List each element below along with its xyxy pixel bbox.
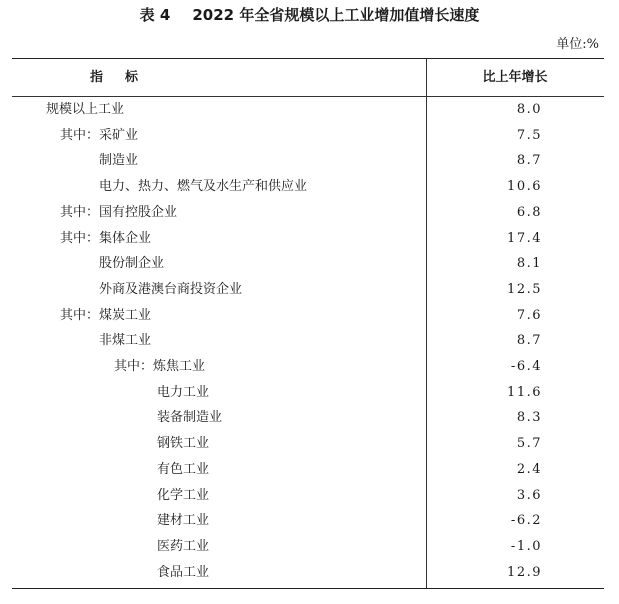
- row-value: 5.7: [516, 436, 542, 452]
- table-row: [12, 277, 604, 303]
- row-value: 10.6: [507, 179, 542, 195]
- table-row: [12, 508, 604, 534]
- row-value: 3.6: [516, 487, 542, 503]
- row-label: 电力工业: [157, 384, 210, 400]
- table-row: [12, 97, 604, 123]
- row-value: 8.7: [516, 333, 542, 349]
- row-value: 12.5: [507, 281, 542, 297]
- table-row: [12, 457, 604, 483]
- table-row: [12, 303, 604, 329]
- header-indicator: 指标: [90, 70, 161, 85]
- row-value: -6.4: [510, 359, 542, 374]
- row-value: 7.5: [516, 127, 542, 143]
- table-row: [12, 123, 604, 149]
- row-label: 股份制企业: [99, 256, 165, 272]
- row-label: 外商及港澳台商投资企业: [99, 281, 243, 297]
- row-label: 其中：采矿业: [60, 127, 139, 143]
- row-value: 6.8: [516, 204, 542, 220]
- row-label: 其中：炼焦工业: [114, 359, 206, 374]
- row-label: 有色工业: [157, 461, 210, 477]
- row-value: 7.6: [516, 307, 542, 323]
- table-number: 表 4: [139, 6, 171, 24]
- table-row: [12, 534, 604, 560]
- row-label: 化学工业: [157, 487, 210, 503]
- row-value: 17.4: [507, 230, 542, 246]
- row-value: -6.2: [510, 513, 542, 529]
- table-row: [12, 174, 604, 200]
- row-value: 8.7: [516, 153, 542, 169]
- table-title: [0, 4, 619, 26]
- row-value: 2.4: [516, 461, 542, 477]
- growth-table: [12, 58, 604, 589]
- row-label: 非煤工业: [99, 333, 152, 349]
- table-row: [12, 431, 604, 457]
- table-row: [12, 405, 604, 431]
- row-label: 医药工业: [157, 538, 210, 554]
- row-label: 制造业: [99, 153, 139, 169]
- table-row: [12, 251, 604, 277]
- table-row: [12, 226, 604, 252]
- row-value: -1.0: [510, 538, 542, 554]
- unit-label: 单位:%: [556, 37, 599, 52]
- row-label: 食品工业: [157, 564, 210, 580]
- table-row: [12, 328, 604, 354]
- table-row: [12, 148, 604, 174]
- table-row: [12, 354, 604, 380]
- row-label: 装备制造业: [157, 410, 223, 426]
- row-label: 钢铁工业: [157, 436, 210, 452]
- table-row: [12, 200, 604, 226]
- row-value: 8.3: [516, 410, 542, 426]
- row-label: 建材工业: [157, 513, 210, 529]
- table-row: [12, 380, 604, 406]
- row-value: 8.0: [516, 102, 542, 117]
- row-value: 12.9: [507, 564, 542, 580]
- row-value: 8.1: [516, 256, 542, 272]
- row-label: 其中：煤炭工业: [60, 307, 152, 323]
- row-label: 电力、热力、燃气及水生产和供应业: [99, 179, 308, 195]
- header-growth: 比上年增长: [482, 70, 548, 85]
- table-row: [12, 560, 604, 586]
- row-value: 11.6: [507, 384, 542, 400]
- row-label: 其中：国有控股企业: [60, 204, 178, 220]
- table-title-text: 2022 年全省规模以上工业增加值增长速度: [192, 6, 480, 24]
- row-label: 其中：集体企业: [60, 230, 152, 246]
- row-label: 规模以上工业: [46, 102, 125, 117]
- table-row: [12, 483, 604, 509]
